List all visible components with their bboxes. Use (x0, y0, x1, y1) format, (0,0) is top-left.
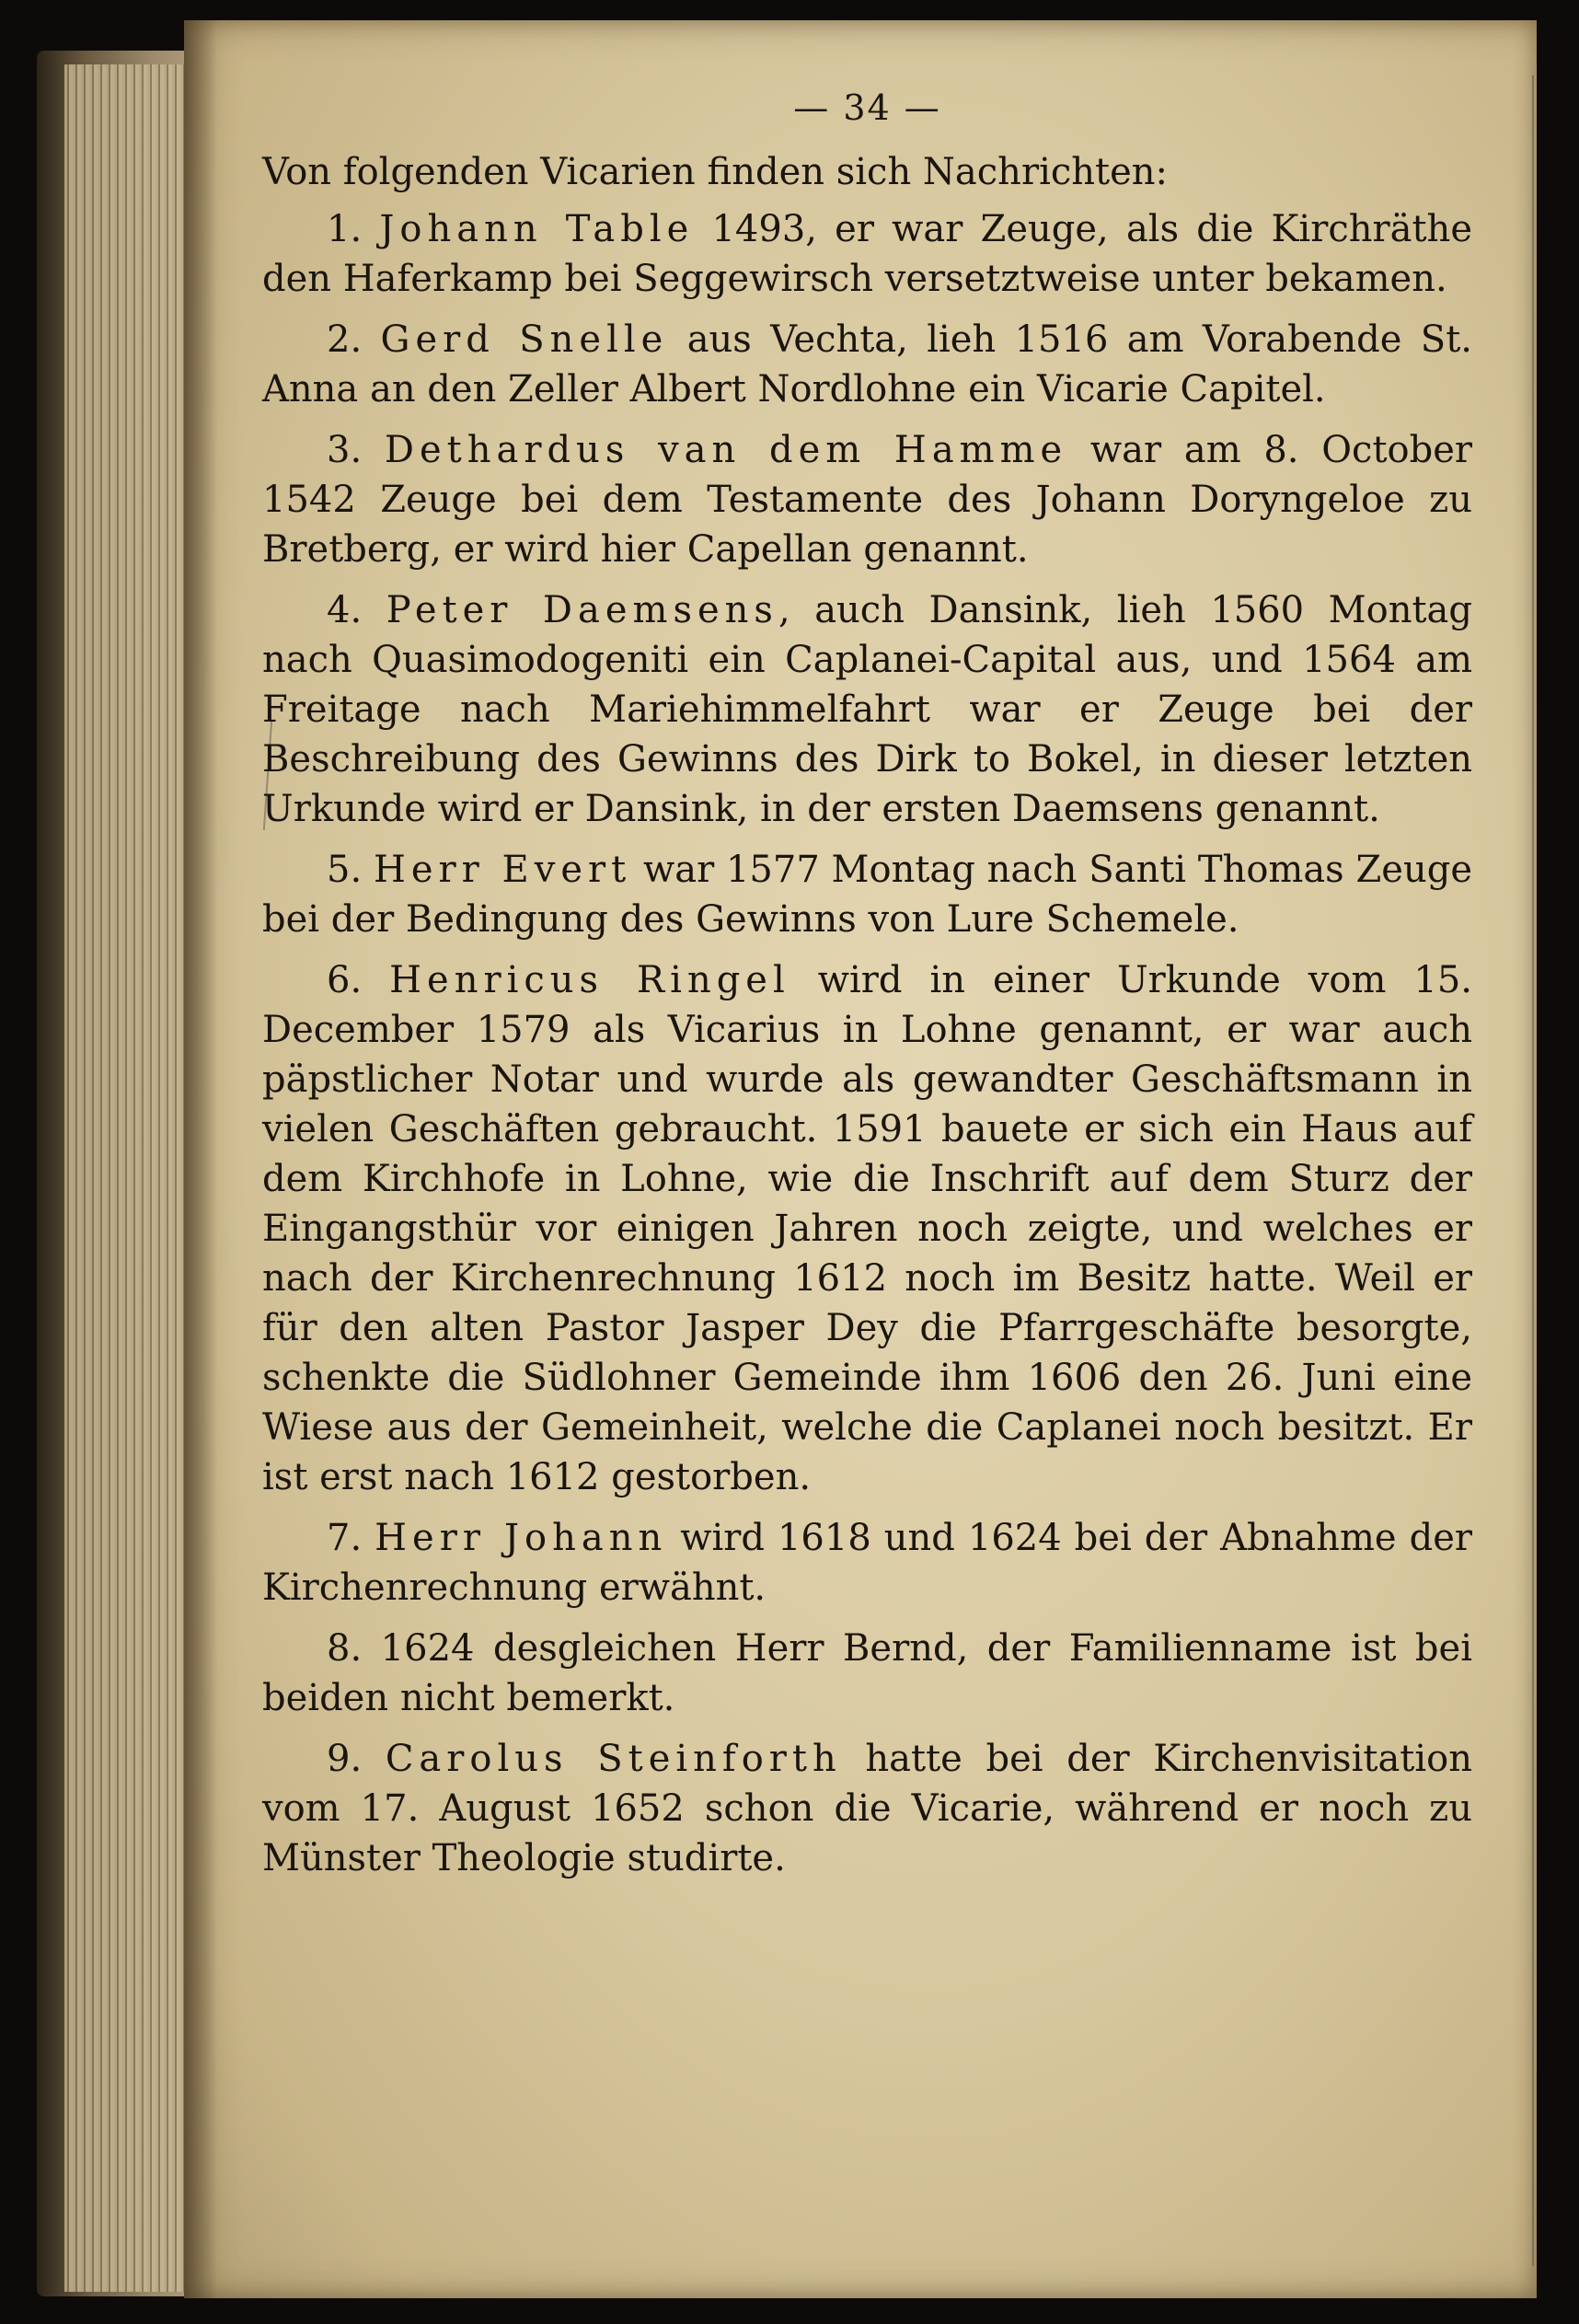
entry-name: Peter Daemsens (386, 589, 778, 631)
entry-2: 2. Gerd Snelle aus Vechta, lieh 1516 am Vorabende St. Anna an den Zeller Albert Nordlohne ein Vicarie Capitel. (262, 318, 1472, 410)
text-block (262, 83, 1472, 1894)
page-gutter-shadow (184, 20, 217, 2298)
entry-name: Carolus Steinforth (385, 1738, 842, 1780)
entry-8: 8. 1624 desgleichen Herr Bernd, der Familienname ist bei beiden nicht bemerkt. (262, 1627, 1472, 1719)
entry-name: Herr Evert (373, 849, 632, 891)
entry-7: 7. Herr Johann wird 1618 und 1624 bei der Abnahme der Kirchenrechnung erwähnt. (262, 1517, 1472, 1609)
page-stack (64, 64, 202, 2292)
entry-name: Herr Johann (375, 1517, 668, 1559)
entry-name: Johann Table (379, 208, 695, 250)
entry-name: Gerd Snelle (380, 318, 669, 361)
entry-9: 9. Carolus Steinforth hatte bei der Kirchenvisitation vom 17. August 1652 schon die Vicarie, während er noch zu Münster Theologie studirte. (262, 1738, 1473, 1879)
entry-1: 1. Johann Table 1493, er war Zeuge, als die Kirchräthe den Haferkamp bei Seggewirsch versetztweise unter bekamen. (262, 208, 1472, 300)
entry-name: Henricus Ringel (389, 959, 790, 1001)
entry-name: Dethardus van dem Hamme (384, 429, 1068, 471)
page-number: — 34 — (793, 87, 941, 128)
entry-3: 3. Dethardus van dem Hamme war am 8. October 1542 Zeuge bei dem Testamente des Johann Doryngeloe zu Bretberg, er wird hier Capellan genannt. (262, 429, 1472, 571)
pencil-margin-line (1532, 75, 1534, 2266)
intro-line: Von folgenden Vicarien finden sich Nachrichten: (262, 151, 1169, 193)
entry-4: 4. Peter Daemsens, auch Dansink, lieh 1560 Montag nach Quasimodogeniti ein Caplanei-Capital aus, und 1564 am Freitage nach Mariehimmelfahrt war er Zeuge bei der Beschreibung des Gewinns des Dirk to Bokel, in dieser letzten Urkunde wird er Dansink, in der ersten Daemsens genannt. (262, 589, 1472, 830)
entry-6: 6. Henricus Ringel wird in einer Urkunde vom 15. December 1579 als Vicarius in Lohne genannt, er war auch päpstlicher Notar und wurde als gewandter Geschäftsmann in vielen Geschäften gebraucht. 1591 bauete er sich ein Haus auf dem Kirchhofe in Lohne, wie die Inschrift auf dem Sturz der Eingangsthür vor einigen Jahren noch zeigte, und welches er nach der Kirchenrechnung 1612 noch im Besitz hatte. Weil er für den alten Pastor Jasper Dey die Pfarrgeschäfte besorgte, schenkte die Südlohner Gemeinde ihm 1606 den 26. Juni eine Wiese aus der Gemeinheit, welche die Caplanei noch besitzt. Er ist erst nach 1612 gestorben. (262, 959, 1472, 1498)
entry-5: 5. Herr Evert war 1577 Montag nach Santi Thomas Zeuge bei der Bedingung des Gewinns von Lure Schemele. (262, 849, 1472, 941)
